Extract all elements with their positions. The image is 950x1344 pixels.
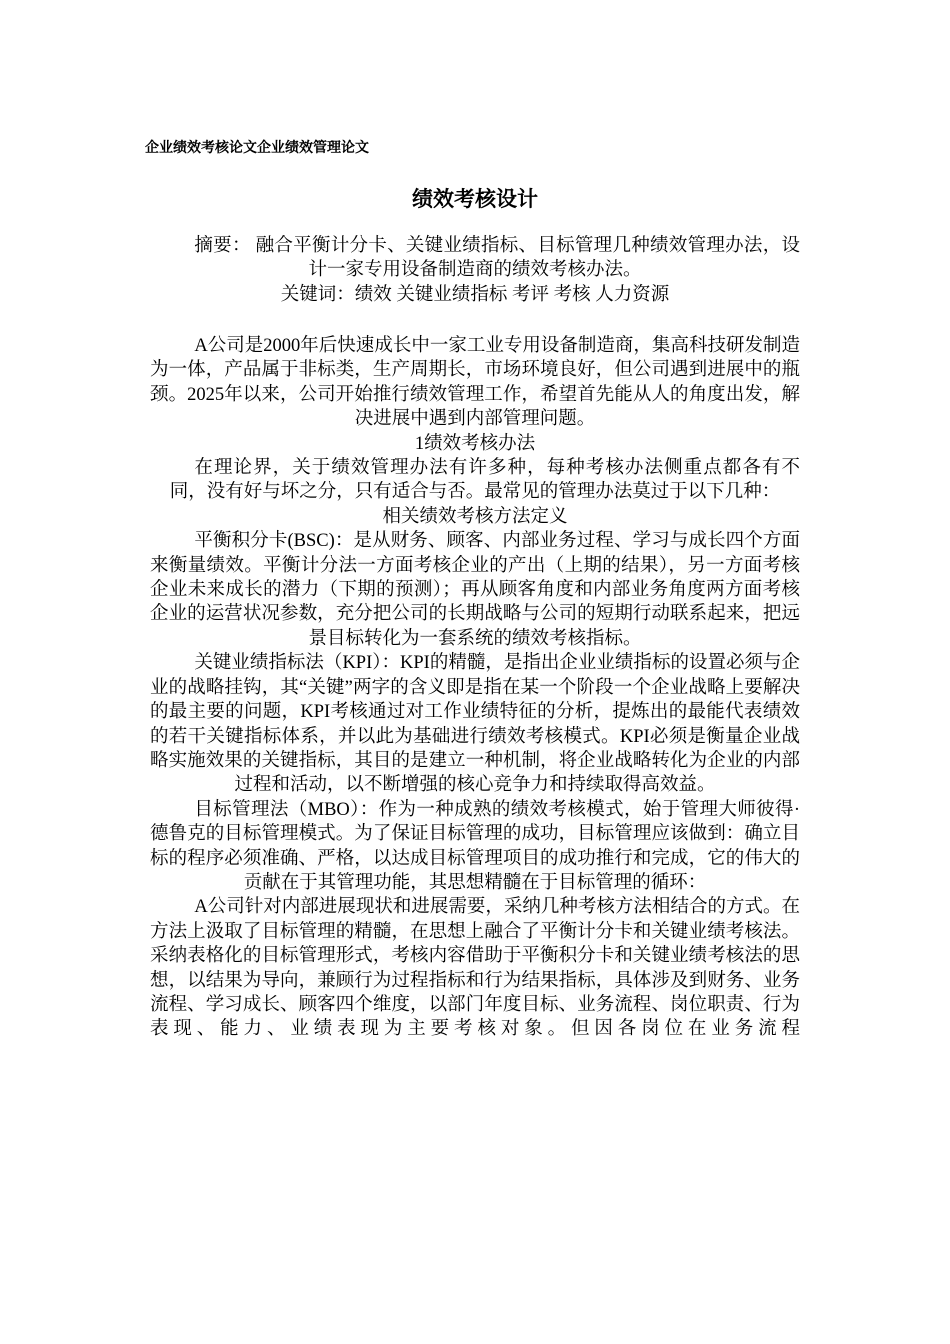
paragraph-intro: A公司是2000年后快速成长中一家工业专用设备制造商，集高科技研发制造为一体，产品属于非标类，生产周期长，市场环境良好，但公司遇到进展中的瓶颈。2025年以来，公司开始推行绩效管理工作，希望首先能从人的角度出发，解决进展中遇到内部管理问题。 xyxy=(150,336,800,430)
paragraph-mbo: 目标管理法（MBO）：作为一种成熟的绩效考核模式，始于管理大师彼得·德鲁克的目标管理模式。为了保证目标管理的成功，目标管理应该做到：确立目标的程序必须准确、严格，以达成目标管理项目的成功推行和完成，它的伟大的贡献在于其管理功能，其思想精髓在于目标管理的循环： xyxy=(150,799,800,893)
document-header: 企业绩效考核论文企业绩效管理论文 xyxy=(145,140,369,156)
subsection-heading: 相关绩效考核方法定义 xyxy=(382,506,568,527)
main-body xyxy=(150,334,800,1042)
paragraph-theory: 在理论界，关于绩效管理办法有许多种，每种考核办法侧重点都各有不同，没有好与坏之分，只有适合与否。最常见的管理办法莫过于以下几种： xyxy=(169,458,800,503)
abstract: 摘要： 融合平衡计分卡、关键业绩指标、目标管理几种绩效管理办法，设计一家专用设备制造商的绩效考核办法。 xyxy=(194,236,800,281)
paragraph-company: A公司针对内部进展现状和进展需要，采纳几种考核方法相结合的方式。在方法上汲取了目标管理的精髓，在思想上融合了平衡计分卡和关键业绩考核法。采纳表格化的目标管理形式，考核内容借助于平衡积分卡和关键业绩考核法的思想，以结果为导向，兼顾行为过程指标和行为结果指标，具体涉及到财务、业务流程、学习成长、顾客四个维度，以部门年度目标、业务流程、岗位职责、行为表现、能力、业绩表现为主要考核对象。但因各岗位在业务流程 xyxy=(150,897,800,1040)
keywords: 关键词：绩效 关键业绩指标 考评 考核 人力资源 xyxy=(280,284,670,305)
document-title: 绩效考核设计 xyxy=(412,187,538,211)
section-heading: 1绩效考核办法 xyxy=(414,433,536,454)
paragraph-kpi: 关键业绩指标法（KPI）：KPI的精髓，是指出企业业绩指标的设置必须与企业的战略挂钩，其“关键”两字的含义即是指在某一个阶段一个企业战略上要解决的最主要的问题，KPI考核通过对工作业绩特征的分析，提炼出的最能代表绩效的若干关键指标体系，并以此为基础进行绩效考核模式。KPI必须是衡量企业战略实施效果的关键指标，其目的是建立一种机制，将企业战略转化为企业的内部过程和活动，以不断增强的核心竞争力和持续取得高效益。 xyxy=(150,653,800,796)
paragraph-bsc: 平衡积分卡(BSC)：是从财务、顾客、内部业务过程、学习与成长四个方面来衡量绩效。平衡计分法一方面考核企业的产出（上期的结果），另一方面考核企业未来成长的潜力（下期的预测）；再从顾客角度和内部业务角度两方面考核企业的运营状况参数，充分把公司的长期战略与公司的短期行动联系起来，把远景目标转化为一套系统的绩效考核指标。 xyxy=(150,531,800,649)
abstract-block xyxy=(150,234,800,307)
